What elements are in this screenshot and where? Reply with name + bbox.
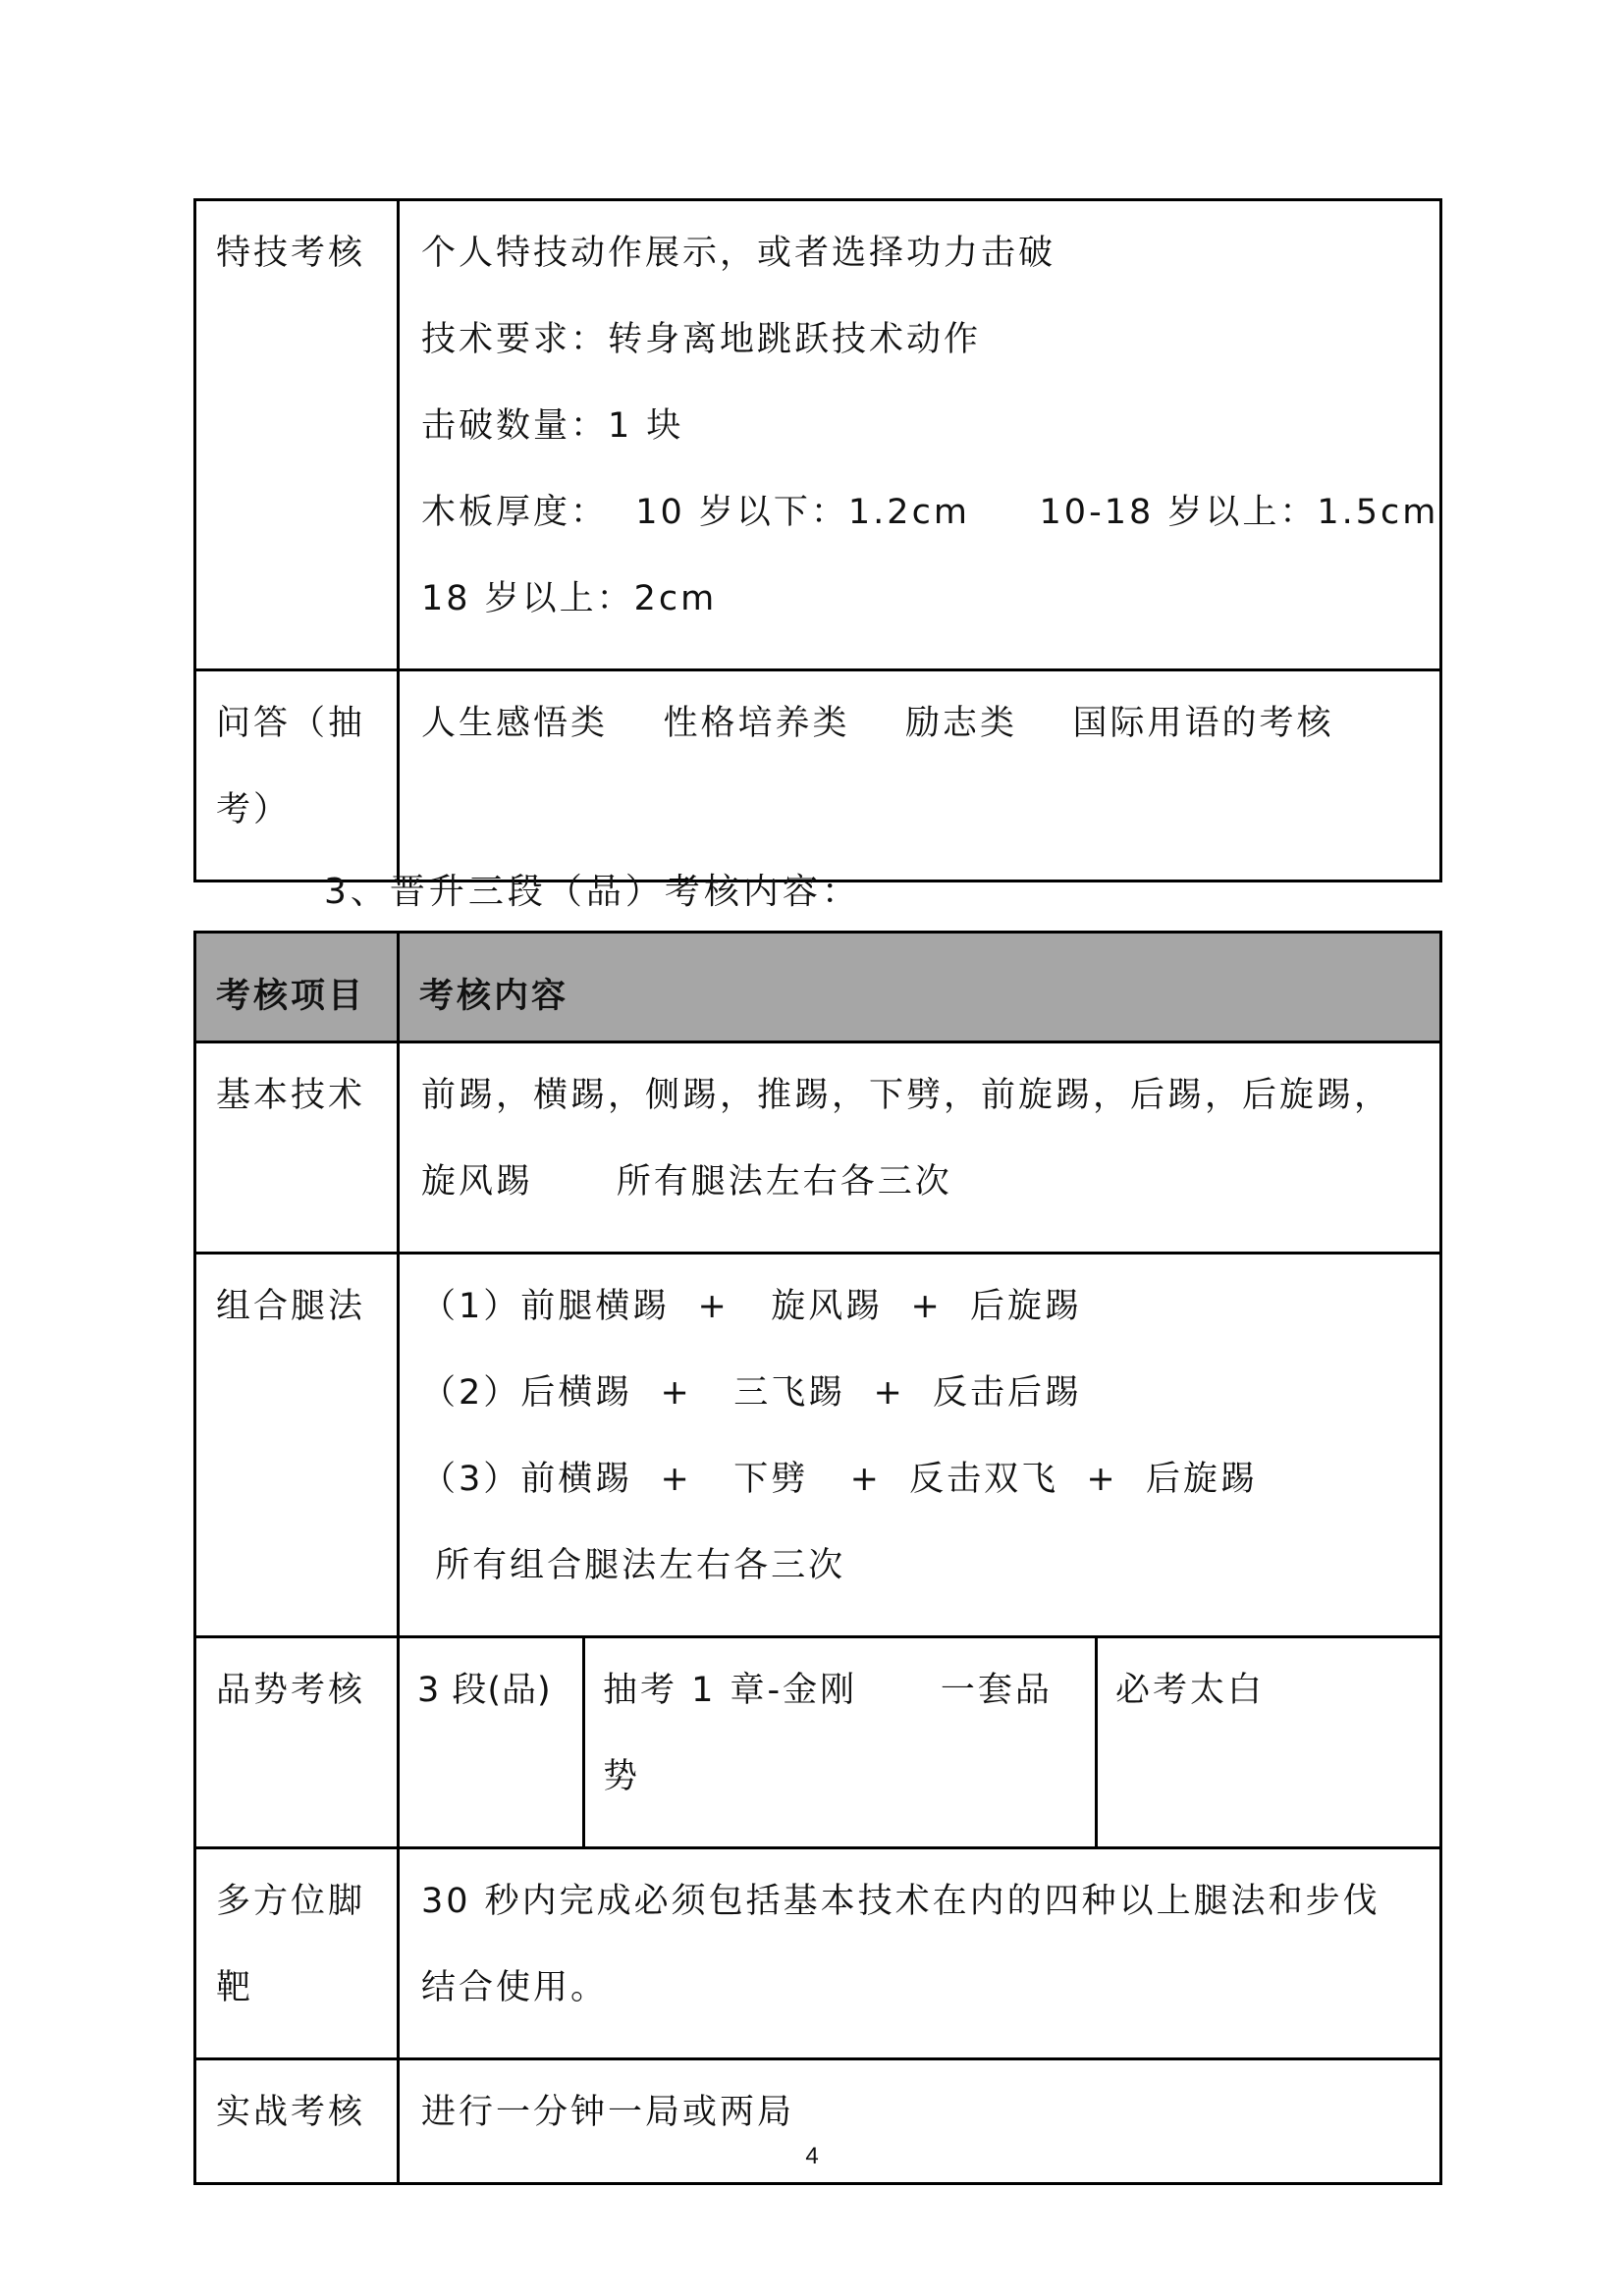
table-row (195, 1848, 1441, 2059)
content-line: （3）前横踢 + 下劈 + 反击双飞 + 后旋踢 (421, 1460, 1259, 1499)
row-label-text: 靶 (216, 1968, 254, 2007)
table-row (195, 200, 1441, 670)
header-item: 考核项目 (195, 933, 399, 1042)
poomsae-draw (584, 1637, 1097, 1848)
row-label-text: 多方位脚 (216, 1882, 366, 1921)
assessment-table-continued (193, 198, 1442, 882)
section-heading: 3、晋升三段（品）考核内容： (324, 872, 861, 912)
row-content-combo (399, 1254, 1441, 1637)
row-label-special-skill (195, 200, 399, 670)
content-line: 必考太白 (1115, 1671, 1266, 1710)
row-label-text: 基本技术 (216, 1076, 366, 1115)
content-line: 旋风踢 所有腿法左右各三次 (421, 1162, 952, 1201)
table-row (195, 1637, 1441, 1848)
row-label-qa (195, 670, 399, 881)
content-line: 击破数量：1 块 (421, 406, 684, 446)
content-line: 3 段(品) (417, 1671, 552, 1710)
poomsae-level (399, 1637, 584, 1848)
content-line: 所有组合腿法左右各三次 (421, 1546, 846, 1585)
row-label-text: 考） (216, 790, 292, 829)
row-content-target (399, 1848, 1441, 2059)
page-number: 4 (805, 2143, 819, 2169)
table-row (195, 1042, 1441, 1254)
content-line: （1）前腿横踢 + 旋风踢 + 后旋踢 (421, 1287, 1083, 1326)
content-line: （2）后横踢 + 三飞踢 + 反击后踢 (421, 1373, 1083, 1413)
poomsae-required (1097, 1637, 1441, 1848)
content-line: 人生感悟类 性格培养类 励志类 国际用语的考核 (421, 704, 1334, 743)
table-row (195, 670, 1441, 881)
content-line: 木板厚度： 10 岁以下：1.2cm 10-18 岁以上：1.5cm (421, 493, 1439, 532)
content-line: 进行一分钟一局或两局 (421, 2093, 795, 2132)
content-line: 势 (603, 1757, 641, 1796)
content-line: 抽考 1 章-金刚 一套品 (603, 1671, 1053, 1710)
content-line: 技术要求：转身离地跳跃技术动作 (421, 320, 982, 359)
row-label-text: 问答（抽 (216, 704, 366, 743)
row-label-text: 特技考核 (216, 234, 366, 273)
row-label-poomsae (195, 1637, 399, 1848)
content-line: 个人特技动作展示，或者选择功力击破 (421, 234, 1056, 273)
content-line: 前踢，横踢，侧踢，推踢，下劈，前旋踢，后踢，后旋踢， (421, 1076, 1392, 1115)
row-label-basic (195, 1042, 399, 1254)
row-label-text: 实战考核 (216, 2093, 366, 2132)
row-label-target (195, 1848, 399, 2059)
row-label-combo (195, 1254, 399, 1637)
table-row (195, 1254, 1441, 1637)
third-dan-assessment-table (193, 931, 1442, 2185)
row-label-text: 品势考核 (216, 1671, 366, 1710)
row-content-qa (399, 670, 1441, 881)
content-line: 结合使用。 (421, 1968, 609, 2007)
content-line: 30 秒内完成必须包括基本技术在内的四种以上腿法和步伐 (421, 1882, 1380, 1921)
table-header-row (195, 933, 1441, 1042)
row-label-text: 组合腿法 (216, 1287, 366, 1326)
row-content-special-skill (399, 200, 1441, 670)
header-content: 考核内容 (399, 933, 1441, 1042)
row-content-basic (399, 1042, 1441, 1254)
content-line: 18 岁以上：2cm (421, 579, 718, 618)
